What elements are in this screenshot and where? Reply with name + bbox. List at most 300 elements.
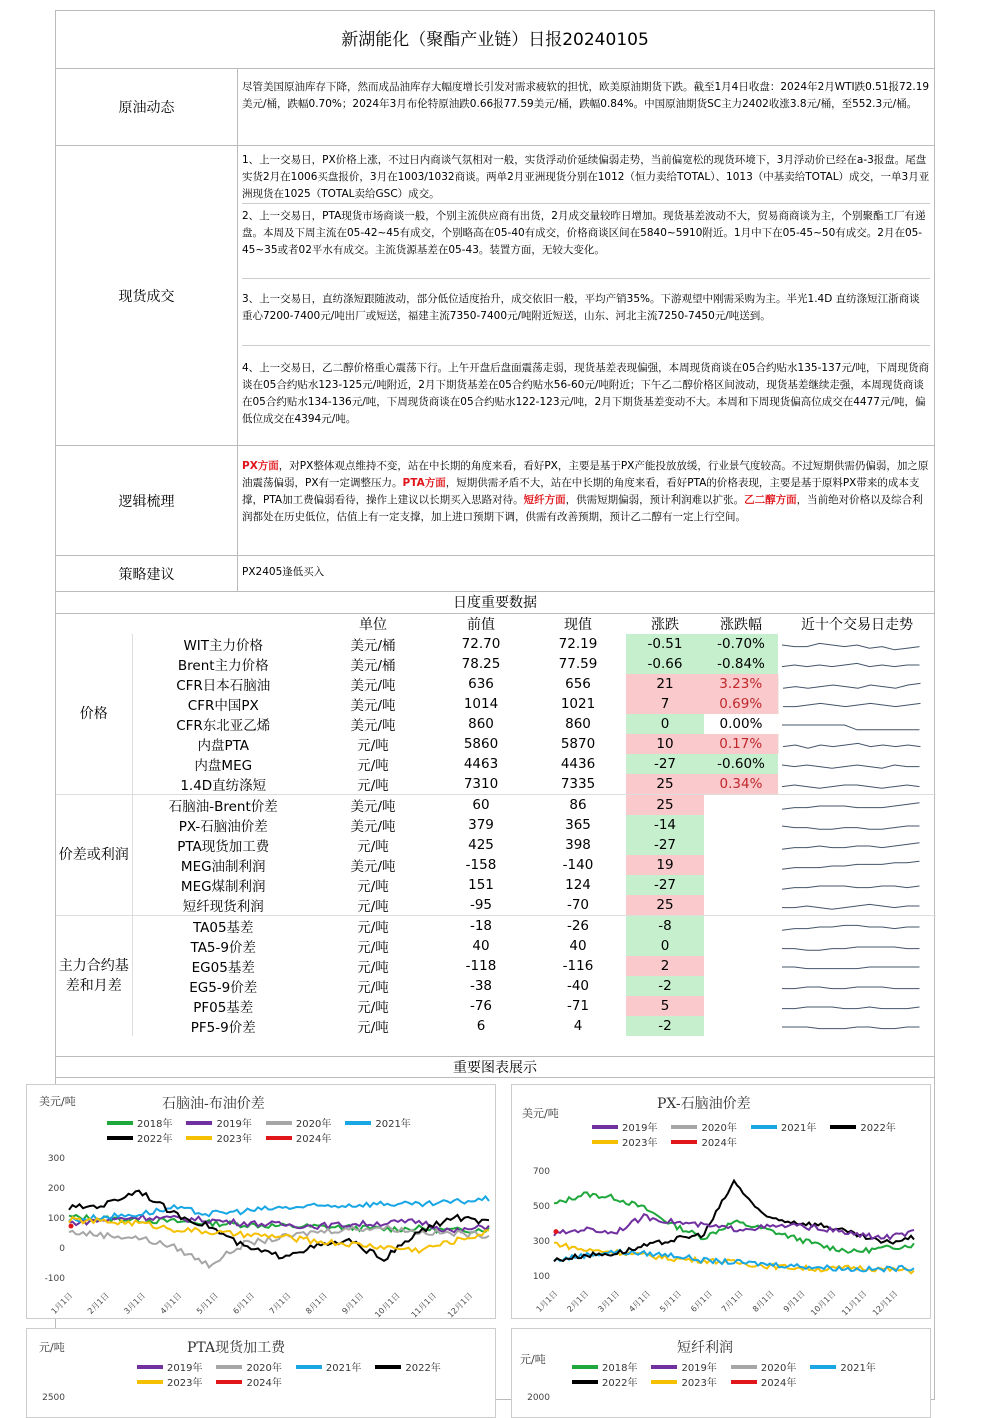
x-tick-label: 11月1日 xyxy=(840,1289,869,1318)
pf-profit-chart xyxy=(511,1328,931,1418)
table-header-row xyxy=(56,614,936,634)
trend-sparkline xyxy=(778,674,936,694)
row-unit: 美元/桶 xyxy=(350,638,396,654)
table-row xyxy=(56,634,936,654)
x-tick-label: 5月1日 xyxy=(194,1291,220,1316)
x-tick-label: 7月1日 xyxy=(267,1291,293,1316)
table-row xyxy=(56,835,936,855)
row-unit: 美元/吨 xyxy=(350,799,396,815)
row-cur: -40 xyxy=(566,978,590,994)
chart-title: PTA现货加工费 xyxy=(187,1340,286,1356)
header-chg: 涨跌 xyxy=(651,617,679,633)
row-pct: 0.17% xyxy=(704,734,778,754)
table-row xyxy=(56,855,936,875)
row-unit: 美元/吨 xyxy=(350,718,396,734)
legend-item: 2022年 xyxy=(107,1130,172,1145)
row-name: PX-石脑油价差 xyxy=(178,819,268,835)
row-unit: 美元/吨 xyxy=(350,698,396,714)
row-cur: 40 xyxy=(569,938,587,954)
row-chg: -0.51 xyxy=(626,634,704,654)
row-unit: 元/吨 xyxy=(357,738,389,754)
series-point xyxy=(554,1229,559,1234)
sparkline-path xyxy=(782,1007,920,1009)
table-row xyxy=(56,956,936,976)
px-text: ，对PX整体观点维持不变，站在中长期的角度来看，看好PX，主要是基于PX产能投放放缓，行业景气度较高。不过短期供需仍偏弱，加之原油震荡偏弱，PX有一定调整压力。 xyxy=(242,460,929,489)
row-cur: 365 xyxy=(565,817,591,833)
sparkline-path xyxy=(782,663,920,666)
table-row xyxy=(56,976,936,996)
row-unit: 元/吨 xyxy=(357,1020,389,1036)
spot-para-eg: 4、上一交易日，乙二醇价格重心震荡下行。上午开盘后盘面震荡走弱，现货基差表现偏强，本周现货商谈在05合约贴水135-137元/吨，下周现货商谈在05合约贴水123-125元/吨附近，2月下期货基差在05合约贴水56-60元/吨附近；下午乙二醇价格区间波动，现货基差继续走强，本周现货商谈在05合约贴水134-136元/吨，下周现货商谈在05合约贴水122-123元/吨，2月下期货基差变动不大。本周和下周现货偏高位成交在4477元/吨，偏低位成交在4394元/吨。 xyxy=(242,362,929,425)
report-title: 新湖能化（聚酯产业链）日报20240105 xyxy=(56,11,934,69)
x-tick-label: 7月1日 xyxy=(719,1289,745,1314)
row-pct xyxy=(704,976,778,996)
trend-sparkline xyxy=(778,916,936,937)
row-chg: 7 xyxy=(626,694,704,714)
table-row xyxy=(56,654,936,674)
header-unit: 单位 xyxy=(359,617,387,633)
row-cur: -71 xyxy=(566,998,590,1014)
legend-item: 2019年 xyxy=(186,1115,251,1130)
row-prev: 5860 xyxy=(463,736,499,752)
sparkline-path xyxy=(782,886,920,889)
row-name: MEG油制利润 xyxy=(180,859,266,875)
legend-item: 2024年 xyxy=(731,1374,796,1389)
legend-item: 2023年 xyxy=(137,1374,202,1389)
row-unit: 元/吨 xyxy=(357,778,389,794)
chart-legend xyxy=(107,1115,467,1145)
sparkline-path xyxy=(783,703,921,706)
group-label: 主力合约基差和月差 xyxy=(56,916,132,1037)
pf-head: 短纤方面 xyxy=(523,494,566,506)
row-prev: 860 xyxy=(468,716,494,732)
row-name: 1.4D直纺涤短 xyxy=(180,778,267,794)
table-row xyxy=(56,795,936,816)
row-cur: 398 xyxy=(565,837,591,853)
spot-section xyxy=(56,146,934,446)
pta-head: PTA方面 xyxy=(402,477,446,489)
chart-legend xyxy=(572,1359,912,1389)
legend-item: 2021年 xyxy=(345,1115,410,1130)
legend-item: 2020年 xyxy=(216,1359,281,1374)
y-tick-label: -100 xyxy=(44,1274,65,1284)
row-pct xyxy=(704,815,778,835)
naphtha-brent-chart xyxy=(26,1084,496,1319)
row-chg: 25 xyxy=(626,774,704,795)
trend-sparkline xyxy=(778,734,936,754)
row-chg: -27 xyxy=(626,754,704,774)
legend-item: 2024年 xyxy=(671,1134,736,1149)
row-cur: -26 xyxy=(566,918,590,934)
row-chg: 25 xyxy=(626,795,704,816)
group-label: 价格 xyxy=(56,634,132,795)
x-tick-label: 10月1日 xyxy=(809,1289,838,1318)
table-row xyxy=(56,815,936,835)
row-name: 石脑油-Brent价差 xyxy=(168,799,278,815)
row-chg: 10 xyxy=(626,734,704,754)
series-line xyxy=(554,1214,914,1239)
charts-title: 重要图表展示 xyxy=(56,1056,934,1078)
row-cur: 4436 xyxy=(560,756,596,772)
row-pct xyxy=(704,996,778,1016)
trend-sparkline xyxy=(778,795,936,816)
row-chg: 5 xyxy=(626,996,704,1016)
row-name: WIT主力价格 xyxy=(183,638,264,654)
legend-item: 2022年 xyxy=(572,1374,637,1389)
legend-item: 2020年 xyxy=(266,1115,331,1130)
header-cur: 现值 xyxy=(564,617,592,633)
table-row xyxy=(56,875,936,895)
trend-sparkline xyxy=(778,875,936,895)
daily-data-table xyxy=(56,614,936,1036)
pf-text: ，供需短期偏弱，预计利润难以扩张。 xyxy=(565,494,745,506)
x-tick-label: 6月1日 xyxy=(231,1291,257,1316)
report-page xyxy=(39,10,935,1403)
row-name: PTA现货加工费 xyxy=(177,839,270,855)
chart-legend xyxy=(137,1359,457,1389)
sparkline-path xyxy=(782,725,920,730)
charts-area xyxy=(39,1078,934,1418)
table-row xyxy=(56,996,936,1016)
legend-item: 2021年 xyxy=(751,1119,816,1134)
x-tick-label: 10月1日 xyxy=(373,1291,402,1320)
chart-unit: 美元/吨 xyxy=(522,1107,559,1120)
row-name: Brent主力价格 xyxy=(177,658,269,674)
row-cur: 72.19 xyxy=(558,636,598,652)
chart-unit: 元/吨 xyxy=(520,1353,546,1366)
strategy-label: 策略建议 xyxy=(56,556,238,591)
row-pct: 0.00% xyxy=(719,716,763,732)
y-tick-label: 2000 xyxy=(527,1393,550,1403)
row-unit: 美元/吨 xyxy=(350,819,396,835)
row-chg: 25 xyxy=(626,895,704,916)
legend-item: 2023年 xyxy=(651,1374,716,1389)
chart-unit: 元/吨 xyxy=(39,1341,65,1354)
trend-sparkline xyxy=(778,956,936,976)
trend-sparkline xyxy=(778,1016,936,1036)
x-tick-label: 11月1日 xyxy=(409,1291,439,1320)
trend-sparkline xyxy=(778,634,936,654)
row-cur: 860 xyxy=(565,716,591,732)
row-cur: 4 xyxy=(573,1018,583,1034)
x-tick-label: 1月1日 xyxy=(534,1289,560,1314)
row-cur: -70 xyxy=(566,897,590,913)
y-tick-label: 100 xyxy=(47,1214,65,1224)
row-unit: 元/吨 xyxy=(357,1000,389,1016)
trend-sparkline xyxy=(778,654,936,674)
x-tick-label: 8月1日 xyxy=(304,1291,329,1316)
x-tick-label: 4月1日 xyxy=(627,1289,653,1314)
sparkline-path xyxy=(782,987,920,989)
x-tick-label: 9月1日 xyxy=(340,1291,366,1316)
x-tick-label: 12月1日 xyxy=(870,1289,900,1318)
sparkline-path xyxy=(782,765,920,768)
row-pct: 3.23% xyxy=(704,674,778,694)
row-cur: -116 xyxy=(562,958,594,974)
row-cur: 124 xyxy=(565,877,591,893)
row-unit: 元/吨 xyxy=(357,758,389,774)
legend-item: 2018年 xyxy=(107,1115,172,1130)
row-pct: -0.70% xyxy=(704,634,778,654)
header-prev: 前值 xyxy=(467,617,495,633)
series-line xyxy=(554,1243,914,1274)
y-tick-label: 2500 xyxy=(42,1393,65,1403)
row-chg: 0 xyxy=(626,936,704,956)
row-unit: 美元/吨 xyxy=(350,678,396,694)
row-cur: -140 xyxy=(562,857,594,873)
row-cur: 5870 xyxy=(560,736,596,752)
row-name: TA5-9价差 xyxy=(190,940,256,956)
legend-item: 2019年 xyxy=(592,1119,657,1134)
row-prev: 60 xyxy=(472,797,490,813)
y-tick-label: 300 xyxy=(532,1237,550,1247)
row-unit: 美元/桶 xyxy=(350,658,396,674)
sparkline-path xyxy=(782,967,920,969)
row-chg: 21 xyxy=(626,674,704,694)
row-cur: 86 xyxy=(569,797,587,813)
row-prev: -118 xyxy=(465,958,497,974)
sparkline-path xyxy=(783,743,921,748)
row-name: CFR日本石脑油 xyxy=(176,678,271,694)
trend-sparkline xyxy=(778,815,936,835)
series-point xyxy=(69,1224,74,1229)
pta-processing-chart xyxy=(26,1328,496,1418)
table-row xyxy=(56,774,936,795)
trend-sparkline xyxy=(778,895,936,916)
row-name: 内盘MEG xyxy=(194,758,253,774)
row-unit: 元/吨 xyxy=(357,839,389,855)
legend-item: 2022年 xyxy=(830,1119,895,1134)
x-tick-label: 1月1日 xyxy=(49,1291,75,1316)
legend-item: 2020年 xyxy=(671,1119,736,1134)
row-unit: 元/吨 xyxy=(357,980,389,996)
series-line xyxy=(554,1192,914,1252)
row-unit: 元/吨 xyxy=(357,899,389,915)
table-row xyxy=(56,714,936,734)
sparkline-path xyxy=(782,643,920,649)
px-head: PX方面 xyxy=(242,460,279,472)
trend-sparkline xyxy=(778,694,936,714)
row-prev: 636 xyxy=(468,676,494,692)
row-pct xyxy=(704,895,778,916)
x-tick-label: 2月1日 xyxy=(565,1289,591,1314)
legend-item: 2019年 xyxy=(651,1359,716,1374)
legend-item: 2022年 xyxy=(375,1359,440,1374)
row-prev: 72.70 xyxy=(461,636,501,652)
row-pct xyxy=(704,1016,778,1036)
row-unit: 元/吨 xyxy=(357,960,389,976)
sparkline-path xyxy=(782,925,920,930)
header-trend: 近十个交易日走势 xyxy=(801,617,913,633)
table-row xyxy=(56,936,936,956)
row-name: TA05基差 xyxy=(192,920,254,936)
header-pct: 涨跌幅 xyxy=(720,617,762,633)
x-tick-label: 9月1日 xyxy=(781,1289,807,1314)
spot-para-pf: 3、上一交易日，直纺涤短跟随波动，部分低位适度抬升，成交依旧一般，平均产销35%。下游观望中刚需采购为主。半光1.4D 直纺涤短江浙商谈重心7200-7400元/吨出厂或短送，福建主流7350-7400元/吨附近短送，山东、河北主流7250-7450元/吨送到。 xyxy=(242,279,930,346)
row-name: 短纤现货利润 xyxy=(182,899,264,915)
row-chg: -27 xyxy=(626,875,704,895)
row-chg: 19 xyxy=(626,855,704,875)
group-label: 价差或利润 xyxy=(56,795,132,916)
row-name: EG5-9价差 xyxy=(189,980,258,996)
trend-sparkline xyxy=(778,754,936,774)
crude-label: 原油动态 xyxy=(56,69,238,145)
legend-item: 2023年 xyxy=(186,1130,251,1145)
row-unit: 元/吨 xyxy=(357,879,389,895)
strategy-text: PX2405逢低买入 xyxy=(242,566,325,578)
row-chg: 2 xyxy=(626,956,704,976)
row-chg: -2 xyxy=(626,1016,704,1036)
y-tick-label: 500 xyxy=(532,1202,550,1212)
row-chg: -2 xyxy=(626,976,704,996)
row-cur: 77.59 xyxy=(558,656,598,672)
row-pct: -0.84% xyxy=(704,654,778,674)
row-cur: 656 xyxy=(565,676,591,692)
row-pct: -0.60% xyxy=(704,754,778,774)
sparkline-path xyxy=(783,683,921,688)
spot-para-pta: 2、上一交易日，PTA现货市场商谈一般，个别主流供应商有出货，2月成交量较昨日增加。现货基差波动不大，贸易商商谈为主，个别聚酯工厂有递盘。本周及下周主流在05-42~45有成交，个别略高在05-40有成交，价格商谈区间在5840~5910附近。1月中下在05-45~50有成交。2月在05-45~35或者02平水有成交。主流货源基差在05-43。装置方面，无较大变化。 xyxy=(242,204,930,279)
trend-sparkline xyxy=(778,714,936,734)
spot-para-px: 1、上一交易日，PX价格上涨，不过日内商谈气氛相对一般，实货浮动价延续偏弱走势，当前偏宽松的现货环境下，3月浮动价已经在a-3报盘。尾盘实货2月在1006买盘报价，3月在1003/1032商谈。两单2月亚洲现货分别在1012（恒力卖给TOTAL）、1013（中基卖给TOTAL）成交，一单3月亚洲现货在1025（TOTAL卖给GSC）成交。 xyxy=(242,146,930,204)
legend-item: 2021年 xyxy=(296,1359,361,1374)
row-prev: 379 xyxy=(468,817,494,833)
x-tick-label: 6月1日 xyxy=(689,1289,714,1314)
x-tick-label: 3月1日 xyxy=(122,1291,148,1316)
row-pct xyxy=(704,795,778,816)
daily-title: 日度重要数据 xyxy=(56,592,934,614)
strategy-section xyxy=(56,556,934,592)
logic-text xyxy=(238,446,934,555)
row-name: PF5-9价差 xyxy=(190,1020,256,1036)
sparkline-path xyxy=(782,843,920,849)
row-chg: -27 xyxy=(626,835,704,855)
legend-item: 2019年 xyxy=(137,1359,202,1374)
row-chg: -8 xyxy=(626,916,704,937)
row-prev: 151 xyxy=(468,877,494,893)
y-tick-label: 700 xyxy=(532,1167,550,1177)
sparkline-path xyxy=(782,904,920,909)
row-prev: 1014 xyxy=(463,696,499,712)
row-pct xyxy=(704,936,778,956)
x-tick-label: 2月1日 xyxy=(85,1291,111,1316)
x-tick-label: 5月1日 xyxy=(658,1289,684,1314)
trend-sparkline xyxy=(778,774,936,795)
table-row xyxy=(56,754,936,774)
spot-label: 现货成交 xyxy=(56,146,238,445)
row-prev: 425 xyxy=(468,837,494,853)
chart-title: PX-石脑油价差 xyxy=(657,1096,751,1112)
row-name: CFR中国PX xyxy=(187,698,259,714)
y-tick-label: 200 xyxy=(47,1184,65,1194)
row-pct: 0.69% xyxy=(704,694,778,714)
legend-item: 2020年 xyxy=(731,1359,796,1374)
legend-item: 2018年 xyxy=(572,1359,637,1374)
crude-section xyxy=(56,69,934,146)
row-prev: -158 xyxy=(465,857,497,873)
trend-sparkline xyxy=(778,936,936,956)
px-naphtha-chart xyxy=(511,1084,931,1319)
table-row xyxy=(56,895,936,916)
y-tick-label: 100 xyxy=(532,1272,550,1282)
row-name: 内盘PTA xyxy=(197,738,250,754)
row-pct: 0.34% xyxy=(704,774,778,795)
spot-body xyxy=(238,146,934,445)
row-pct xyxy=(704,855,778,875)
pta-text: ，短期供需矛盾不大，站在中长期的角度来看，看好PTA的价格表现，主要是基于原料PX带来的成本支撑，PTA加工费偏弱看待，操作上建议以长期买入思路对待。 xyxy=(242,477,920,506)
row-chg: 0 xyxy=(626,714,704,734)
row-chg: -0.66 xyxy=(626,654,704,674)
x-tick-label: 3月1日 xyxy=(596,1289,622,1314)
row-pct xyxy=(704,875,778,895)
legend-item: 2024年 xyxy=(266,1130,331,1145)
row-prev: 40 xyxy=(472,938,490,954)
row-cur: 1021 xyxy=(560,696,596,712)
crude-text: 尽管美国原油库存下降，然而成品油库存大幅度增长引发对需求疲软的担忧，欧美原油期货下跌。截至1月4日收盘：2024年2月WTI跌0.51报72.19美元/桶，跌幅0.70%；2024年3月布伦特原油跌0.66报77.59美元/桶，跌幅0.84%。中国原油期货SC主力2402收涨3.8元/桶，至552.3元/桶。 xyxy=(242,81,930,110)
row-prev: 7310 xyxy=(463,776,499,792)
legend-item: 2021年 xyxy=(810,1359,875,1374)
sparkline-path xyxy=(782,826,920,829)
row-pct xyxy=(704,916,778,937)
row-prev: -18 xyxy=(469,918,493,934)
eg-text: ，当前绝对价格以及综合利润都处在历史低位，估值上有一定支撑，加上进口预期下调，供需有改善预期，预计乙二醇有一定上行空间。 xyxy=(242,494,923,523)
row-prev: 4463 xyxy=(463,756,499,772)
row-pct xyxy=(704,956,778,976)
trend-sparkline xyxy=(778,855,936,875)
row-name: MEG煤制利润 xyxy=(180,879,266,895)
table-row xyxy=(56,694,936,714)
row-chg: -14 xyxy=(626,815,704,835)
sparkline-path xyxy=(782,785,920,788)
sparkline-path xyxy=(782,1027,920,1029)
table-row xyxy=(56,674,936,694)
table-row xyxy=(56,916,936,937)
x-tick-label: 8月1日 xyxy=(750,1289,776,1314)
row-name: CFR东北亚乙烯 xyxy=(176,718,271,734)
y-tick-label: 0 xyxy=(59,1244,65,1254)
logic-label: 逻辑梳理 xyxy=(56,446,238,555)
legend-item: 2023年 xyxy=(592,1134,657,1149)
x-tick-label: 12月1日 xyxy=(445,1291,475,1320)
row-unit: 元/吨 xyxy=(357,940,389,956)
row-prev: 6 xyxy=(476,1018,486,1034)
row-prev: -38 xyxy=(469,978,493,994)
y-tick-label: 300 xyxy=(47,1154,65,1164)
chart-unit: 美元/吨 xyxy=(39,1095,76,1108)
chart-title: 石脑油-布油价差 xyxy=(162,1096,265,1112)
row-cur: 7335 xyxy=(560,776,596,792)
chart-legend xyxy=(592,1119,912,1149)
legend-item: 2024年 xyxy=(216,1374,281,1389)
row-unit: 美元/吨 xyxy=(350,859,396,875)
row-name: PF05基差 xyxy=(193,1000,254,1016)
x-tick-label: 4月1日 xyxy=(158,1291,184,1316)
row-pct xyxy=(704,835,778,855)
table-row xyxy=(56,734,936,754)
sparkline-path xyxy=(782,861,920,869)
logic-section xyxy=(56,446,934,556)
trend-sparkline xyxy=(778,996,936,1016)
sparkline-path xyxy=(782,803,920,809)
row-prev: -95 xyxy=(469,897,493,913)
trend-sparkline xyxy=(778,976,936,996)
table-row xyxy=(56,1016,936,1036)
row-unit: 元/吨 xyxy=(357,920,389,936)
eg-head: 乙二醇方面 xyxy=(744,494,797,506)
row-name: EG05基差 xyxy=(191,960,255,976)
chart-title: 短纤利润 xyxy=(677,1340,733,1356)
row-prev: -76 xyxy=(469,998,493,1014)
row-prev: 78.25 xyxy=(461,656,501,672)
